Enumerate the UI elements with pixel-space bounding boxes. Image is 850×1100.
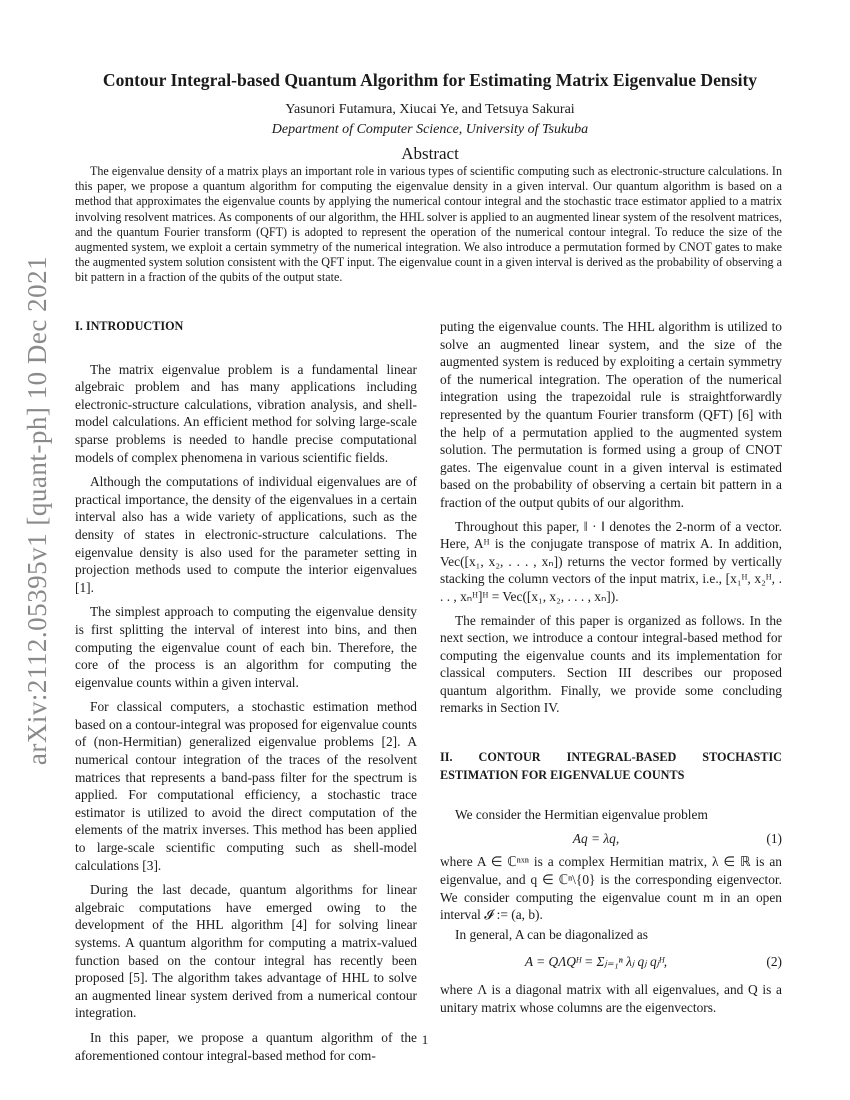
- affiliation: Department of Computer Science, University of Tsukuba: [271, 122, 589, 137]
- paragraph: puting the eigenvalue counts. The HHL algorithm is utilized to solve an augmented linear system, and the size of the augmented system is reduced by exploiting a certain symmetry of the numerical integration. The operation of the numerical integration using the trapezoidal rule is straightforwardly represented by the quantum Fourier transform (QFT) [6] with the help of a permutation applied to the augmented system solution. The permutation is formed using a group of CNOT gates. The eigenvalue count in a given interval is estimated based on the probability of observing a certain bit pattern in a fraction of the output qubits of our algorithm.: [440, 319, 782, 510]
- paragraph: During the last decade, quantum algorithms for linear algebraic computations have emerged owing to the development of the HHL algorithm [4] for solving linear systems. A quantum algorithm for computing a matrix-valued function based on the contour integral has recently been proposed [5]. The algorithm takes advantage of HHL to solve an augmented linear system derived from a numerical contour integration.: [75, 882, 417, 1021]
- abstract-heading: Abstract: [401, 144, 459, 163]
- equation-2-body: A = QΛQᴴ = Σⱼ₌₁ⁿ λⱼ qⱼ qⱼᴴ,: [524, 954, 668, 970]
- paragraph: Throughout this paper, ‖ · ‖ denotes the 2-norm of a vector. Here, Aᴴ is the conjugate transpose of matrix A. In addition, Vec([x₁, x₂, . . . , xₙ]) returns the vector formed by vertically stacking the column vectors of the input matrix, i.e., [x₁ᴴ, x₂ᴴ, . . . , xₙᴴ]ᴴ = Vec([x₁, x₂, . . . , xₙ]).: [440, 518, 782, 604]
- equation-1: [440, 830, 782, 848]
- section-heading-introduction: I. INTRODUCTION: [75, 319, 184, 333]
- paragraph: In this paper, we propose a quantum algorithm of the aforementioned contour integral-based method for com-: [75, 1029, 417, 1063]
- paragraph: For classical computers, a stochastic estimation method based on a contour-integral was proposed for eigenvalue counts of (non-Hermitian) generalized eigenvalue problems [2]. A numerical contour integration of the traces of the resolvent matrices that represents a band-pass filter for the spectrum is applied. For computational efficiency, a stochastic trace estimator is utilized to avoid the direct computation of the elements of the matrix inverses. This method has been applied to large-scale scientific computing such as shell-model calculations [3].: [75, 699, 417, 873]
- equation-2: [440, 953, 782, 971]
- abstract-body: The eigenvalue density of a matrix plays an important role in various types of scientific computing such as electronic-structure calculations. In this paper, we propose a quantum algorithm for computing the eigenvalue density in a given interval. Our quantum algorithm is based on a method that approximates the eigenvalue counts by applying the numerical contour integral and the stochastic trace estimator applied to a matrix involving resolvent matrices. As components of our algorithm, the HHL solver is applied to an augmented linear system of the resolvent matrices, and the quantum Fourier transform (QFT) is adopted to represent the operation of the numerical contour integral. To reduce the size of the augmented system, we exploit a certain symmetry of the numerical integration. We also introduce a permutation formed by CNOT gates to make the augmented system solution consistent with the QFT input. The eigenvalue count in a given interval is derived as the probability of observing a bit pattern in a fraction of the qubits of the output state.: [75, 164, 782, 285]
- arxiv-identifier: arXiv:2112.05395v1 [quant-ph] 10 Dec 2021: [22, 255, 53, 765]
- right-column: [440, 318, 782, 1016]
- paragraph: In general, A can be diagonalized as: [455, 926, 648, 942]
- paragraph: where Λ is a diagonal matrix with all eigenvalues, and Q is a unitary matrix whose columns are the eigenvectors.: [440, 982, 782, 1015]
- paragraph: The matrix eigenvalue problem is a fundamental linear algebraic problem and has many applications including electronic-structure calculations, vibration analysis, and shell-model calculations. An efficient method for solving large-scale sparse problems is needed to handle precise computational models of complex phenomena in various scientific fields.: [75, 361, 417, 465]
- page-number: 1: [421, 1032, 429, 1047]
- author-list: Yasunori Futamura, Xiucai Ye, and Tetsuya Sakurai: [285, 102, 575, 117]
- paragraph: The remainder of this paper is organized as follows. In the next section, we introduce a contour integral-based method for computing the eigenvalue counts and its implementation for classical computers. Section III describes our proposed quantum algorithm. Finally, we provide some concluding remarks in Section IV.: [440, 612, 782, 716]
- paragraph: We consider the Hermitian eigenvalue problem: [455, 807, 708, 823]
- arxiv-identifier-sidebar: [18, 255, 58, 765]
- left-column: [75, 318, 417, 1064]
- paragraph: Although the computations of individual eigenvalues are of practical importance, the density of the eigenvalues in a certain interval also has a wide variety of applications, such as the density of states in electronic-structure calculations. The eigenvalue density is also used for the parameter setting in projection methods used to compute the interior eigenvalues [1].: [75, 474, 417, 595]
- equation-2-number: (2): [766, 954, 782, 970]
- paper-title: Contour Integral-based Quantum Algorithm for Estimating Matrix Eigenvalue Density: [102, 70, 758, 90]
- paragraph: The simplest approach to computing the eigenvalue density is first splitting the interval of interest into bins, and then computing the eigenvalue count of each bin. Therefore, the core of the process is an algorithm for computing the eigenvalue counts within a given interval.: [75, 604, 417, 690]
- section-heading-contour-integral: II. CONTOUR INTEGRAL-BASED STOCHASTIC ESTIMATION FOR EIGENVALUE COUNTS: [440, 750, 782, 782]
- paragraph: where A ∈ ℂⁿˣⁿ is a complex Hermitian matrix, λ ∈ ℝ is an eigenvalue, and q ∈ ℂⁿ\{0} is the corresponding eigenvector. We consider computing the eigenvalue count m in an open interval 𝓘 := (a, b).: [440, 854, 782, 923]
- equation-1-body: Aq = λq,: [572, 830, 620, 846]
- equation-1-number: (1): [766, 830, 782, 846]
